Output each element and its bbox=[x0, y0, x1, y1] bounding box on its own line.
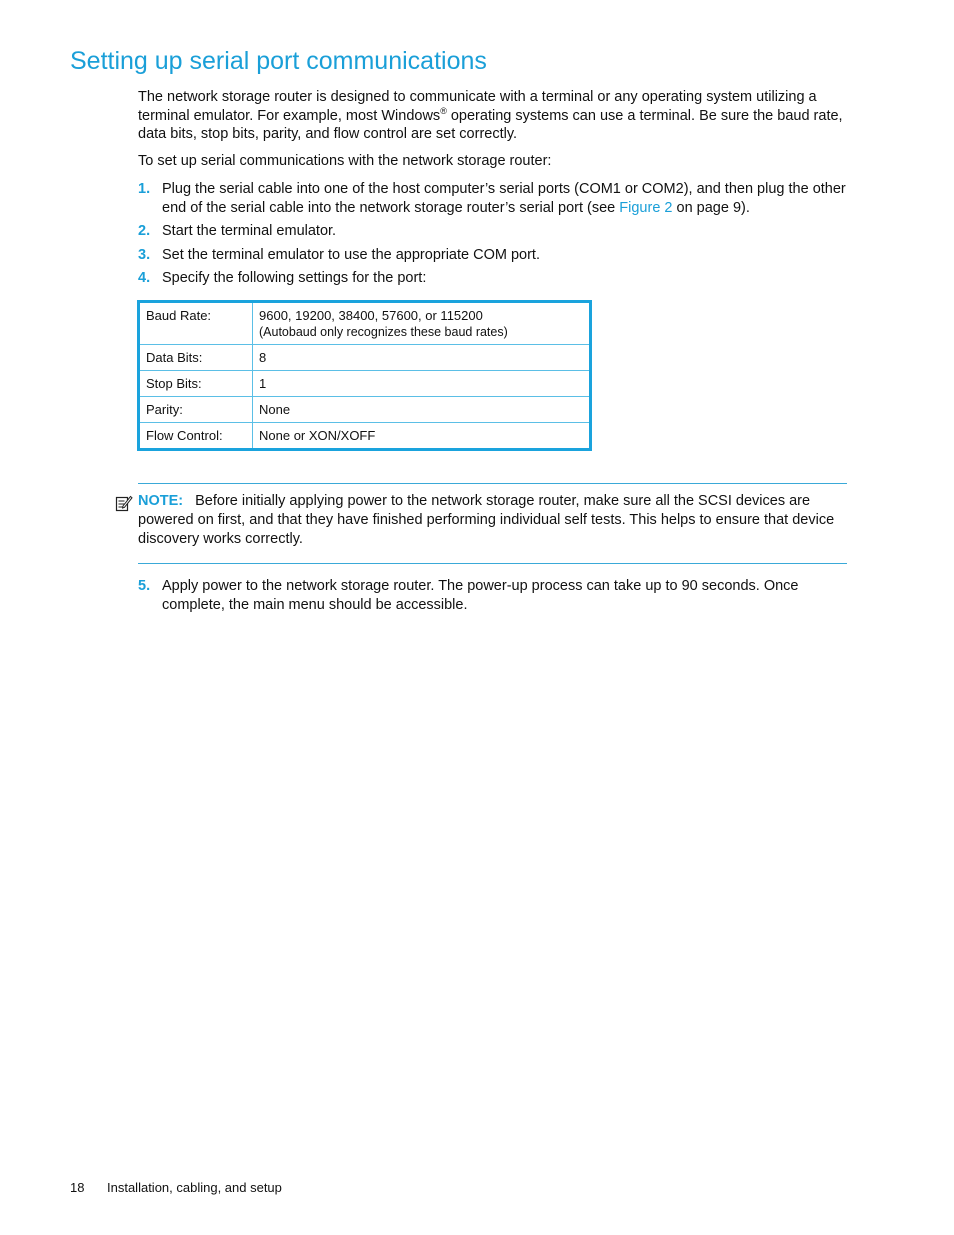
step-number: 1. bbox=[138, 181, 151, 197]
step-2 bbox=[138, 222, 850, 241]
note-text: Before initially applying power to the network storage router, make sure all the SCSI devices are powered on first, and that they have finished performing individual self tests. This helps to ensure that device discovery works correctly. bbox=[138, 493, 835, 547]
registered-mark: ® bbox=[440, 105, 447, 116]
page-number: 18 bbox=[70, 1180, 85, 1195]
lead-paragraph: To set up serial communications with the network storage router: bbox=[138, 153, 552, 169]
table-row bbox=[139, 345, 591, 371]
table-row bbox=[139, 371, 591, 397]
step-text: Specify the following settings for the port: bbox=[162, 270, 427, 286]
note-label: NOTE: bbox=[138, 493, 184, 509]
step-text-part: on page 9). bbox=[672, 199, 750, 216]
step-number: 4. bbox=[138, 270, 151, 286]
setting-label: Baud Rate: bbox=[139, 302, 253, 345]
note-paragraph bbox=[138, 492, 850, 549]
setting-label: Data Bits: bbox=[139, 345, 253, 371]
setting-value: 8 bbox=[253, 345, 591, 371]
setting-value bbox=[253, 302, 591, 345]
note-top-divider bbox=[138, 483, 847, 484]
step-number: 3. bbox=[138, 247, 151, 263]
setting-value: None bbox=[253, 397, 591, 423]
table-row bbox=[139, 397, 591, 423]
intro-text-continued: operating systems can use a terminal. Be sure the baud rate, data bits, stop bits, parity, and flow control are set correctly. bbox=[138, 107, 843, 142]
figure-2-link[interactable]: Figure 2 bbox=[619, 199, 673, 216]
setting-label: Parity: bbox=[139, 397, 253, 423]
note-icon bbox=[115, 494, 133, 512]
setting-value: None or XON/XOFF bbox=[253, 423, 591, 450]
intro-paragraph bbox=[138, 88, 850, 144]
step-number: 2. bbox=[138, 223, 151, 239]
note-bottom-divider bbox=[138, 563, 847, 564]
step-text: Start the terminal emulator. bbox=[162, 223, 337, 239]
table-row bbox=[139, 302, 591, 345]
page-title: Setting up serial port communications bbox=[70, 47, 487, 75]
step-text bbox=[162, 180, 850, 217]
setting-label: Flow Control: bbox=[139, 423, 253, 450]
step-number: 5. bbox=[138, 578, 151, 594]
step-text-part: Plug the serial cable into one of the host computer’s serial ports (COM1 or COM2), and then plug the other end of the serial cable into the network storage router’s serial port (see bbox=[162, 181, 846, 216]
port-settings-table bbox=[137, 300, 592, 451]
setting-value-text: 9600, 19200, 38400, 57600, or 115200 bbox=[259, 308, 483, 323]
step-text: Apply power to the network storage router. The power-up process can take up to 90 seconds. Once complete, the main menu should be accessible. bbox=[162, 578, 799, 613]
step-4 bbox=[138, 269, 850, 288]
setting-label: Stop Bits: bbox=[139, 371, 253, 397]
step-text: Set the terminal emulator to use the appropriate COM port. bbox=[162, 247, 540, 263]
step-5 bbox=[138, 577, 850, 614]
step-1 bbox=[138, 180, 850, 217]
footer-section-title: Installation, cabling, and setup bbox=[107, 1180, 282, 1195]
setting-value-note: (Autobaud only recognizes these baud rates) bbox=[259, 325, 508, 339]
setting-value: 1 bbox=[253, 371, 591, 397]
intro-text: The network storage router is designed to communicate with a terminal or any operating system utilizing a terminal emulator. For example, most Windows bbox=[138, 89, 817, 124]
step-3 bbox=[138, 246, 850, 265]
table-row bbox=[139, 423, 591, 450]
